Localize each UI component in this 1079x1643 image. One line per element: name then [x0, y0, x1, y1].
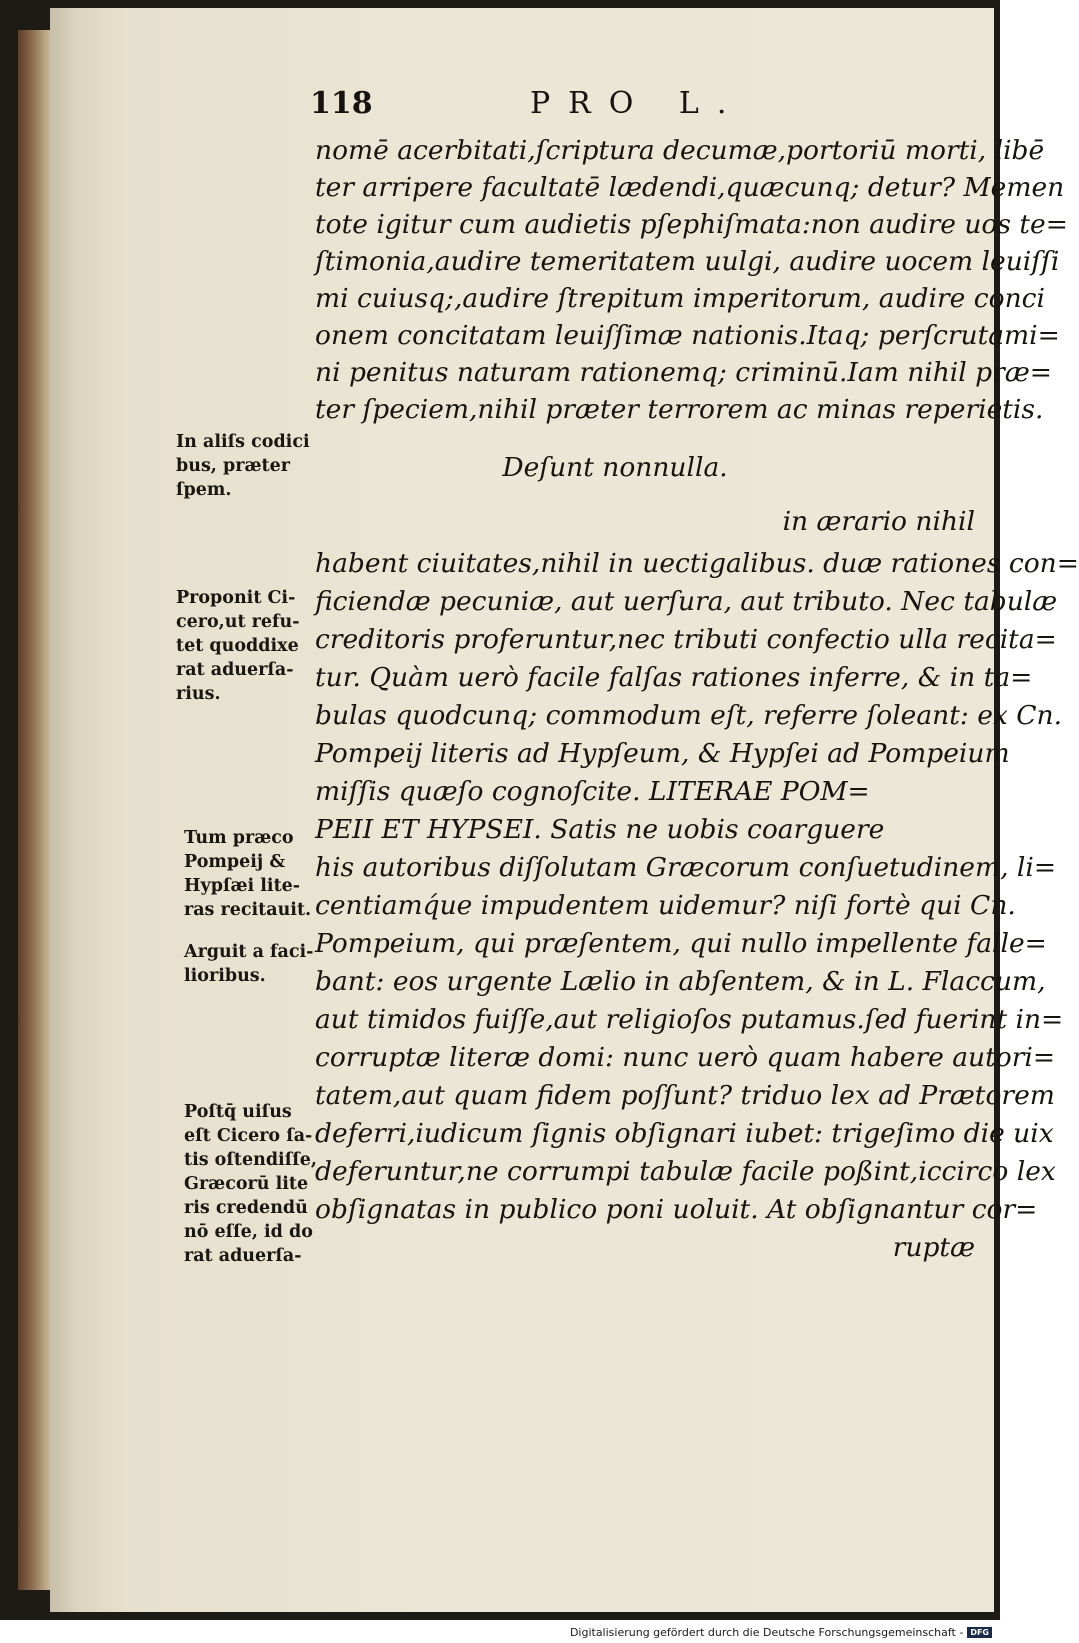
digitization-footer — [570, 1624, 992, 1640]
text-line: tur. Quàm uerò facile falſas rationes inferre, & in ta= — [315, 662, 1033, 693]
margin-note-proponit: Proponit Ci- cero,ut refu- tet quoddixe rat aduerſa- rius. — [176, 588, 300, 704]
text-line: bulas quodcunq; commodum eſt, referre ſoleant: ex Cn. — [315, 700, 1063, 731]
page-number: 118 — [310, 86, 373, 121]
text-line: aut timidos fuiſſe,aut religioſos putamus.ſed fuerint in= — [315, 1004, 1064, 1035]
text-line: onem concitatam leuiſſimæ nationis.Itaq; perſcrutami= — [315, 320, 1060, 351]
text-line: tote igitur cum audietis pſephiſmata:non audire uos te= — [315, 209, 1068, 240]
footer-credit: Digitalisierung gefördert durch die Deutsche Forschungsgemeinschaft - — [569, 1625, 964, 1639]
text-line: nomē acerbitati,ſcriptura decumæ,portoriū morti, libē — [315, 135, 1045, 166]
text-line: tatem,aut quam fidem poſſunt? triduo lex ad Prætorem — [315, 1080, 1055, 1111]
text-line: ſtimonia,audire temeritatem uulgi, audire uocem leuiſſi — [315, 246, 1060, 277]
running-head — [300, 86, 940, 126]
text-line: deferuntur,ne corrumpi tabulæ facile poßint,iccirco lex — [315, 1156, 1056, 1187]
lacuna-heading: Deſunt nonnulla. — [502, 452, 728, 483]
text-line: habent ciuitates,nihil in uectigalibus. duæ rationes con= — [315, 548, 1079, 579]
margin-note-postquam: Poſtq̄ uiſus eſt Cicero ſa- tis oſtendiſſe, Græcorū lite ris credendū nō eſſe, id do rat aduerſa- — [184, 1102, 317, 1266]
text-line: his autoribus diſſolutam Græcorum conſuetudinem, li= — [315, 852, 1057, 883]
text-line: ficiendæ pecuniæ, aut uerſura, aut tributo. Nec tabulæ — [315, 586, 1058, 617]
text-line: PEII ET HYPSEI. Satis ne uobis coarguere — [315, 814, 885, 845]
text-line: bant: eos urgente Lælio in abſentem, & in L. Flaccum, — [315, 966, 1046, 997]
text-line: Pompeij literis ad Hypſeum, & Hypſei ad Pompeium — [315, 738, 1010, 769]
book-spine — [18, 30, 52, 1590]
text-line: Pompeium, qui præſentem, qui nullo impellente falle= — [315, 928, 1047, 959]
text-line: centiamq́ue impudentem uidemur? niſi fortè qui Cn. — [315, 890, 1016, 921]
text-line: mi cuiusq;,audire ſtrepitum imperitorum, audire conci — [315, 283, 1045, 314]
text-line: ter ſpeciem,nihil præter terrorem ac minas reperietis. — [315, 394, 1044, 425]
text-line: obſignatas in publico poni uoluit. At obſignantur cor= — [315, 1194, 1038, 1225]
margin-note-arguit: Arguit a faci- lioribus. — [184, 942, 314, 986]
text-line: creditoris proferuntur,nec tributi confectio ulla recita= — [315, 624, 1057, 655]
dfg-logo: DFG — [967, 1627, 992, 1638]
text-line: corruptæ literæ domi: nunc uerò quam habere autori= — [315, 1042, 1056, 1073]
text-line: ter arripere facultatē lædendi,quæcunq; detur? Memen — [315, 172, 1065, 203]
text-line: miſſis quæſo cognoſcite. LITERAE POM= — [315, 776, 870, 807]
text-line: ni penitus naturam rationemq; criminū.Iam nihil præ= — [315, 357, 1052, 388]
text-line: in ærario nihil — [782, 506, 975, 537]
catchword: ruptæ — [892, 1232, 975, 1263]
text-line: deferri,iudicum ſignis obſignari iubet: trigeſimo die uix — [315, 1118, 1054, 1149]
running-title: PRO L. — [530, 86, 745, 121]
margin-note-codices: In aliſs codici bus, præter ſpem. — [176, 432, 310, 500]
margin-note-praeco: Tum præco Pompeij & Hypſæi lite- ras recitauit. — [184, 828, 312, 920]
